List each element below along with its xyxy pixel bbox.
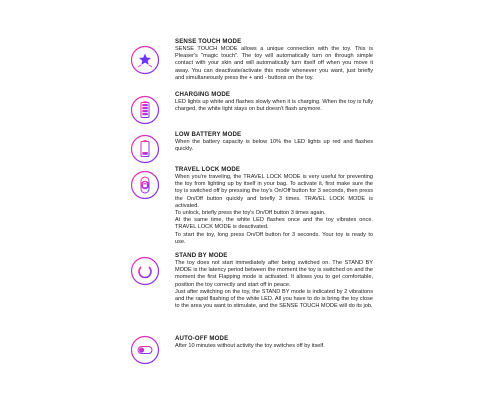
travel-lock-icon — [130, 170, 160, 200]
sense-touch-text — [175, 38, 373, 82]
section-body — [175, 174, 373, 246]
paragraph: To unlock, briefly press the toy's On/Off button 3 times again. — [175, 210, 326, 217]
paragraph: Just after switching on the toy, the STAND BY mode is indicated by 2 vibrations and the rapid flashing of the white LED. All you have to do is bring the toy close to the area you want to stimulate, and the SENSE TOUCH MODE will do its job. — [175, 288, 373, 310]
travel-lock-text — [175, 166, 373, 246]
section-body — [175, 46, 373, 82]
star-hand-icon — [130, 45, 160, 75]
battery-charging-icon — [130, 95, 160, 125]
section-title: TRAVEL LOCK MODE — [175, 166, 241, 173]
battery-low-icon — [130, 134, 160, 164]
section-title: AUTO-OFF MODE — [175, 335, 229, 342]
section-title: STAND BY MODE — [175, 252, 228, 259]
section-body — [175, 139, 373, 153]
stand-by-text — [175, 252, 373, 310]
section-title: LOW BATTERY MODE — [175, 131, 242, 138]
paragraph: At the same time, the white LED flashes once and the toy vibrates once. TRAVEL LOCK MODE is deactivated. — [175, 217, 373, 231]
power-icon — [130, 256, 160, 286]
paragraph: SENSE TOUCH MODE allows a unique connection with the toy. This is Pleaser's "magic touch". The toy will automatically turn on through simple contact with your skin and will automatically turn itself off when you move it away. You can deactivate/activate this mode whenever you want, just briefly and simultaneously press the + and - buttons on the toy. — [175, 46, 373, 81]
paragraph: LED lights up white and flashes slowly when it is charging. When the toy is fully charged, the white light stays on but doesn't flash anymore. — [175, 99, 373, 113]
section-title: CHARGING MODE — [175, 91, 231, 98]
paragraph: To start the toy, long press On/Off button for 3 seconds. Your toy is ready to use. — [175, 231, 373, 245]
section-body — [175, 343, 373, 350]
paragraph: The toy does not start immediately after being switched on. The STAND BY MODE is the latency period between the moment the toy is switched on and the moment the first Flapping mode is activated. It allows you to get comfortable, position the toy correctly and start off in peace. — [175, 260, 373, 288]
section-title: SENSE TOUCH MODE — [175, 38, 242, 45]
auto-off-text — [175, 335, 373, 350]
paragraph: When you're traveling, the TRAVEL LOCK MODE is very useful for preventing the toy from lighting up by itself in your bag. To activate it, first make sure the toy is switched off by pressing the toy's On/Off button for 3 seconds, then press the On/Off button quickly and briefly 3 times. TRAVEL LOCK MODE is activated. — [175, 174, 373, 209]
paragraph: After 10 minutes without activity the toy switches off by itself. — [175, 343, 325, 349]
section-body — [175, 99, 373, 113]
low-battery-text — [175, 131, 373, 153]
charging-text — [175, 91, 373, 113]
section-body — [175, 260, 373, 310]
toggle-off-icon — [130, 335, 160, 365]
paragraph: When the battery capacity is below 10% the LED lights up red and flashes quickly. — [175, 139, 373, 153]
